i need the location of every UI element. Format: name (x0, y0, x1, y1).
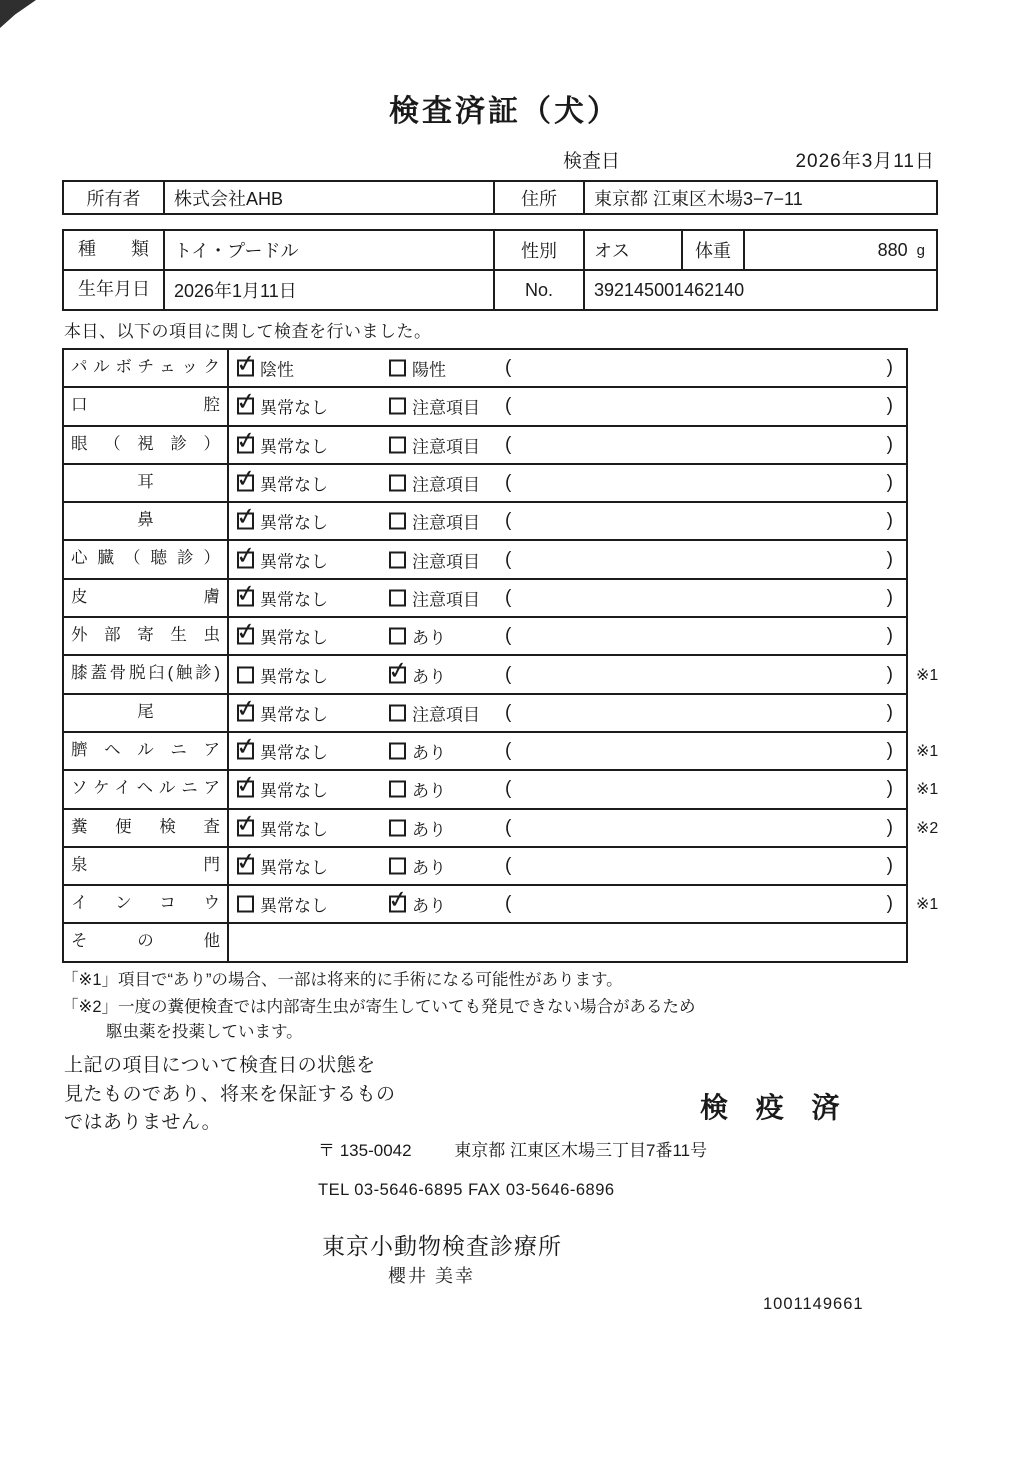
paren-open: ( (505, 625, 512, 647)
birth-value: 2026年1月11日 (165, 271, 495, 309)
paren-close: ) (886, 548, 893, 570)
inspection-row-content (229, 618, 906, 654)
inspection-item-label: 眼（視診） (64, 427, 229, 463)
inspection-option (389, 394, 480, 419)
inspection-option (237, 662, 328, 687)
sex-label: 性別 (495, 231, 585, 269)
inspection-row-content (229, 924, 906, 960)
option-label: 注意項目 (412, 398, 480, 418)
paren-open: ( (505, 855, 512, 876)
inspection-item-label: ソケイヘルニア (64, 771, 229, 807)
checkbox-unchecked-icon (389, 704, 406, 721)
inspection-item-label: 膝蓋骨脱臼(触診) (64, 656, 229, 692)
inspection-option (389, 547, 480, 572)
option-label: 異常なし (260, 705, 328, 725)
option-label: 異常なし (260, 628, 328, 648)
no-value: 392145001462140 (594, 279, 745, 300)
inspection-row (64, 616, 906, 654)
inspection-row (64, 425, 906, 463)
inspection-row (64, 846, 906, 884)
serial-number: 1001149661 (763, 1295, 864, 1313)
weight-label: 体重 (683, 231, 745, 269)
option-label: 異常なし (260, 475, 328, 495)
option-label: あり (412, 781, 446, 801)
paren-open: ( (505, 816, 512, 838)
checkbox-unchecked-icon (389, 551, 406, 568)
disclaimer-line: ではありません。 (64, 1112, 222, 1133)
breed-label: 種類 (64, 231, 165, 269)
option-label: 異常なし (260, 513, 328, 533)
intro-text: 本日、以下の項目に関して検査を行いました。 (64, 322, 432, 341)
disclaimer-line: 見たものであり、将来を保証するもの (64, 1083, 396, 1105)
option-label: 陽性 (412, 360, 446, 380)
checkbox-checked-icon (237, 475, 254, 492)
inspection-option (389, 471, 480, 496)
paren-close: ) (886, 395, 893, 417)
option-label: 注意項目 (412, 513, 480, 533)
inspection-item-label: 臍ヘルニア (64, 733, 229, 769)
inspection-option (389, 777, 446, 802)
inspection-option (389, 892, 446, 917)
inspection-item-label: 外部寄生虫 (64, 618, 229, 654)
checkbox-checked-icon (237, 628, 254, 645)
option-label: 異常なし (260, 667, 328, 687)
option-label: 注意項目 (412, 590, 480, 610)
option-label: あり (412, 820, 446, 840)
checkbox-unchecked-icon (389, 475, 406, 492)
checkbox-checked-icon (237, 398, 254, 415)
option-label: 異常なし (260, 858, 328, 878)
checkbox-checked-icon (237, 360, 254, 377)
breed-row (64, 231, 936, 269)
inspection-option (237, 432, 328, 457)
owner-label: 所有者 (64, 182, 165, 213)
option-label: 注意項目 (412, 552, 480, 572)
paren-open: ( (505, 357, 512, 379)
postal-code: 〒 135-0042 (318, 1141, 412, 1160)
inspection-option (389, 662, 446, 687)
address-value: 東京都 江東区木場3−7−11 (594, 188, 803, 209)
footnote-marker: ※1 (916, 743, 939, 761)
inspection-item-label: 心臓（聴診） (64, 541, 229, 577)
inspection-row (64, 808, 939, 846)
inspection-option (237, 777, 328, 802)
inspection-row (64, 539, 906, 577)
paren-close: ) (886, 663, 893, 685)
paren-close: ) (886, 816, 893, 838)
weight-value (745, 231, 934, 269)
inspection-option (237, 624, 328, 649)
paren-open: ( (505, 548, 512, 570)
inspection-date-value: 2026年3月11日 (795, 151, 935, 172)
checkbox-checked-icon (389, 896, 406, 913)
checkbox-unchecked-icon (389, 819, 406, 836)
inspection-row-content (229, 388, 906, 424)
inspection-option (389, 854, 446, 879)
checkbox-unchecked-icon (389, 628, 406, 645)
option-label: あり (412, 667, 446, 687)
inspection-row (64, 693, 906, 731)
inspection-option (237, 815, 328, 840)
paren-open: ( (505, 663, 512, 685)
inspection-item-label: 糞便検査 (64, 810, 229, 846)
inspection-item-label: 尾 (64, 695, 229, 731)
paren-close: ) (886, 778, 893, 800)
option-label: 注意項目 (412, 705, 480, 725)
option-label: 異常なし (260, 590, 328, 610)
document-title: 検査済証（犬） (389, 95, 620, 128)
paren-close: ) (886, 893, 893, 915)
checkbox-checked-icon (237, 819, 254, 836)
option-label: 異常なし (260, 437, 328, 457)
inspection-item-label: パルボチェック (64, 350, 229, 386)
inspection-option (389, 356, 446, 381)
owner-value: 株式会社AHB (165, 182, 495, 213)
inspection-option (389, 509, 480, 534)
inspection-row-content (229, 656, 906, 692)
inspection-table (62, 348, 939, 963)
paren-close: ) (886, 433, 893, 455)
option-label: 異常なし (260, 743, 328, 763)
address-label: 住所 (495, 182, 585, 213)
checkbox-unchecked-icon (237, 666, 254, 683)
inspection-option (237, 892, 328, 917)
paren-close: ) (886, 625, 893, 647)
inspection-row (64, 578, 906, 616)
option-label: 異常なし (260, 552, 328, 572)
inspection-item-label: 耳 (64, 465, 229, 501)
paren-open: ( (505, 433, 512, 455)
inspection-row-content (229, 503, 906, 539)
clinic-tel-fax: TEL 03-5646-6895 FAX 03-5646-6896 (318, 1181, 615, 1199)
option-label: あり (412, 858, 446, 878)
checkbox-checked-icon (237, 589, 254, 606)
weight-number: 880 (877, 239, 908, 260)
disclaimer-line: 上記の項目について検査日の状態を (64, 1055, 376, 1076)
inspection-row (64, 501, 906, 539)
footnote-marker: ※1 (916, 666, 939, 684)
inspection-date-label: 検査日 (563, 151, 621, 172)
disclaimer-text (64, 1052, 396, 1138)
checkbox-unchecked-icon (237, 896, 254, 913)
inspection-option (237, 585, 328, 610)
paren-open: ( (505, 586, 512, 608)
inspection-option (389, 700, 480, 725)
inspection-row (64, 731, 939, 769)
footnote-2-line1: 「※2」一度の糞便検査では内部寄生虫が寄生していても発見できない場合があるため (62, 998, 696, 1016)
inspection-row-content (229, 810, 906, 846)
footnote-marker: ※1 (916, 896, 939, 914)
paren-close: ) (886, 472, 893, 494)
inspection-option (237, 700, 328, 725)
inspection-row-content (229, 350, 906, 386)
inspection-row-content (229, 733, 906, 769)
clinic-address: 東京都 江東区木場三丁目7番11号 (454, 1141, 708, 1160)
paren-open: ( (505, 510, 512, 532)
dog-info-table (62, 229, 938, 311)
option-label: 注意項目 (412, 437, 480, 457)
inspection-option (237, 356, 294, 381)
paren-close: ) (886, 855, 893, 876)
inspection-row-content (229, 541, 906, 577)
no-label: No. (495, 271, 585, 309)
inspection-option (237, 394, 328, 419)
birth-label: 生年月日 (64, 271, 165, 309)
inspection-option (389, 739, 446, 764)
option-label: あり (412, 743, 446, 763)
paren-close: ) (886, 357, 893, 379)
option-label: 異常なし (260, 896, 328, 916)
checkbox-checked-icon (389, 666, 406, 683)
inspection-option (389, 585, 480, 610)
breed-value: トイ・プードル (165, 231, 495, 269)
checkbox-unchecked-icon (389, 589, 406, 606)
inspection-option (237, 547, 328, 572)
inspection-option (237, 739, 328, 764)
inspection-row (64, 654, 939, 692)
inspection-row-content (229, 580, 906, 616)
checkbox-checked-icon (237, 743, 254, 760)
paren-open: ( (505, 778, 512, 800)
inspection-row (64, 350, 906, 386)
inspection-option (237, 854, 328, 879)
footnote-marker: ※2 (916, 819, 939, 837)
checkbox-unchecked-icon (389, 781, 406, 798)
footnote-1: 「※1」項目で“あり”の場合、一部は将来的に手術になる可能性があります。 (62, 971, 623, 989)
inspection-row (64, 922, 906, 960)
inspection-row-content (229, 848, 906, 884)
inspection-option (389, 624, 446, 649)
inspection-option (237, 471, 328, 496)
inspection-option (389, 815, 446, 840)
checkbox-checked-icon (237, 781, 254, 798)
birth-row (64, 269, 936, 309)
footnote-2-line2: 駆虫薬を投薬しています。 (106, 1023, 303, 1041)
option-label: 異常なし (260, 781, 328, 801)
paren-close: ) (886, 510, 893, 532)
owner-table (62, 180, 938, 215)
option-label: 異常なし (260, 820, 328, 840)
paren-close: ) (886, 701, 893, 723)
checkbox-unchecked-icon (389, 858, 406, 875)
paren-open: ( (505, 701, 512, 723)
checkbox-checked-icon (237, 551, 254, 568)
inspection-row-content (229, 886, 906, 922)
option-label: 陰性 (260, 360, 294, 380)
owner-row (64, 182, 936, 213)
inspection-item-label: 口腔 (64, 388, 229, 424)
checkbox-checked-icon (237, 436, 254, 453)
checkbox-unchecked-icon (389, 513, 406, 530)
sex-value: オス (585, 231, 683, 269)
paren-open: ( (505, 395, 512, 417)
paren-open: ( (505, 740, 512, 762)
weight-unit: g (916, 241, 925, 259)
checkbox-unchecked-icon (389, 743, 406, 760)
checkbox-checked-icon (237, 704, 254, 721)
checkbox-checked-icon (237, 513, 254, 530)
quarantine-stamp: 検 疫 済 (700, 1092, 850, 1123)
inspection-row (64, 884, 939, 922)
inspection-row-content (229, 465, 906, 501)
paren-close: ) (886, 586, 893, 608)
option-label: 異常なし (260, 398, 328, 418)
checkbox-unchecked-icon (389, 436, 406, 453)
paren-close: ) (886, 740, 893, 762)
checkbox-checked-icon (237, 858, 254, 875)
inspection-item-label: 泉門 (64, 848, 229, 884)
clinic-postal-line (318, 1136, 707, 1161)
inspection-row-content (229, 427, 906, 463)
checkbox-unchecked-icon (389, 398, 406, 415)
inspection-item-label: その他 (64, 924, 229, 960)
inspection-row-content (229, 771, 906, 807)
inspection-item-label: 鼻 (64, 503, 229, 539)
inspection-row (64, 463, 906, 501)
option-label: 注意項目 (412, 475, 480, 495)
option-label: あり (412, 628, 446, 648)
paren-open: ( (505, 472, 512, 494)
inspection-item-label: 皮膚 (64, 580, 229, 616)
footnote-marker: ※1 (916, 781, 939, 799)
clinic-person-name: 櫻井 美幸 (388, 1266, 476, 1286)
inspection-row (64, 386, 906, 424)
clinic-name: 東京小動物検査診療所 (322, 1233, 562, 1259)
inspection-option (389, 432, 480, 457)
option-label: あり (412, 896, 446, 916)
inspection-option (237, 509, 328, 534)
paren-open: ( (505, 893, 512, 915)
checkbox-unchecked-icon (389, 360, 406, 377)
scan-artifact-corner (0, 0, 36, 28)
inspection-row-content (229, 695, 906, 731)
inspection-item-label: インコウ (64, 886, 229, 922)
inspection-row (64, 769, 939, 807)
